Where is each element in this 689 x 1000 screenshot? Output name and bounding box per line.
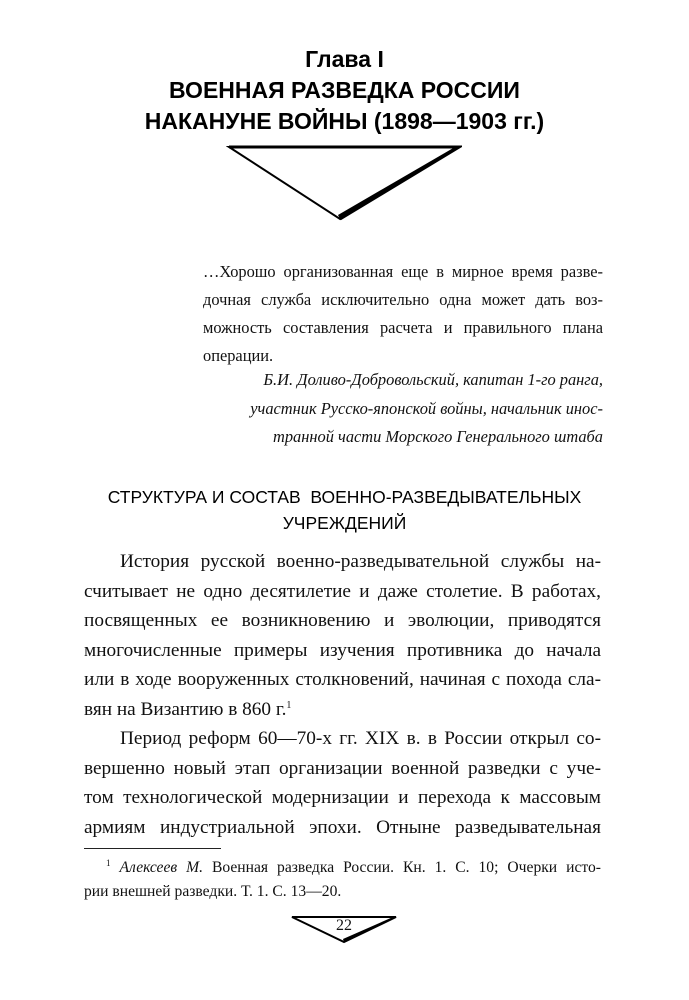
- paragraph-line: История русской военно-разведывательной службы на-: [120, 551, 601, 572]
- body-text: [84, 547, 601, 842]
- chapter-title-line-1: ВОЕННАЯ РАЗВЕДКА РОССИИ: [169, 77, 520, 103]
- triangle-ornament: [226, 143, 462, 223]
- footnote-line: [84, 856, 601, 880]
- paragraph-line: считывает не одно десятилетие и даже столетие. В работах,: [84, 580, 601, 602]
- paragraph-line: посвященных ее возникновению и эволюции, приводятся: [84, 610, 601, 631]
- chapter-title-line-2: НАКАНУНЕ ВОЙНЫ (1898—1903 гг.): [144, 108, 545, 134]
- section-title-line-1: СТРУКТУРА И СОСТАВ ВОЕННО-РАЗВЕДЫВАТЕЛЬНЫХ: [107, 487, 582, 507]
- footnote-line: рии внешней разведки. Т. 1. С. 13—20.: [84, 883, 342, 900]
- footnote-author: Алексеев М.: [119, 859, 204, 876]
- epigraph-line: операции.: [203, 346, 274, 365]
- epigraph-line: …Хорошо организованная еще в мирное время разве-: [203, 262, 603, 281]
- paragraph-line: Период реформ 60—70-х гг. XIX в. в России открыл со-: [120, 728, 601, 749]
- paragraph-line: вян на Византию в 860 г.: [84, 698, 287, 720]
- section-heading: [0, 484, 689, 536]
- epigraph-line: дочная служба исключительно одна может дать воз-: [203, 290, 603, 309]
- section-title-line-2: УЧРЕЖДЕНИЙ: [282, 513, 407, 533]
- footnote-divider: [84, 848, 221, 849]
- paragraph-line: армиям индустриальной эпохи. Отныне разведывательная: [84, 816, 601, 838]
- attribution-line: Б.И. Доливо-Добровольский, капитан 1-го ранга,: [263, 370, 603, 389]
- paragraph-line: том технологической модернизации и перехода к массовым: [84, 787, 601, 808]
- paragraph-line: многочисленные примеры изучения противника до начала: [84, 639, 601, 661]
- paragraph-line: или в ходе вооруженных столкновений, начиная с похода сла-: [84, 669, 601, 690]
- chapter-label: Глава I: [305, 46, 384, 72]
- epigraph: [203, 258, 603, 370]
- footnote-text: Военная разведка России. Кн. 1. С. 10; Очерки исто-: [203, 859, 601, 876]
- footnote-number: 1: [106, 858, 111, 868]
- attribution-line: транной части Морского Генерального штаба: [273, 427, 603, 446]
- attribution-line: участник Русско-японской войны, начальник инос-: [250, 398, 603, 418]
- paragraph-line-with-ref: [84, 695, 601, 725]
- epigraph-attribution: [203, 366, 603, 452]
- epigraph-line: можность составления расчета и правильного плана: [203, 318, 603, 337]
- footnote: [84, 856, 601, 904]
- footnote-reference[interactable]: 1: [286, 699, 292, 711]
- chapter-heading: [0, 44, 689, 137]
- paragraph-line: вершенно новый этап организации военной разведки с уче-: [84, 757, 601, 779]
- page-number: 22: [336, 917, 352, 934]
